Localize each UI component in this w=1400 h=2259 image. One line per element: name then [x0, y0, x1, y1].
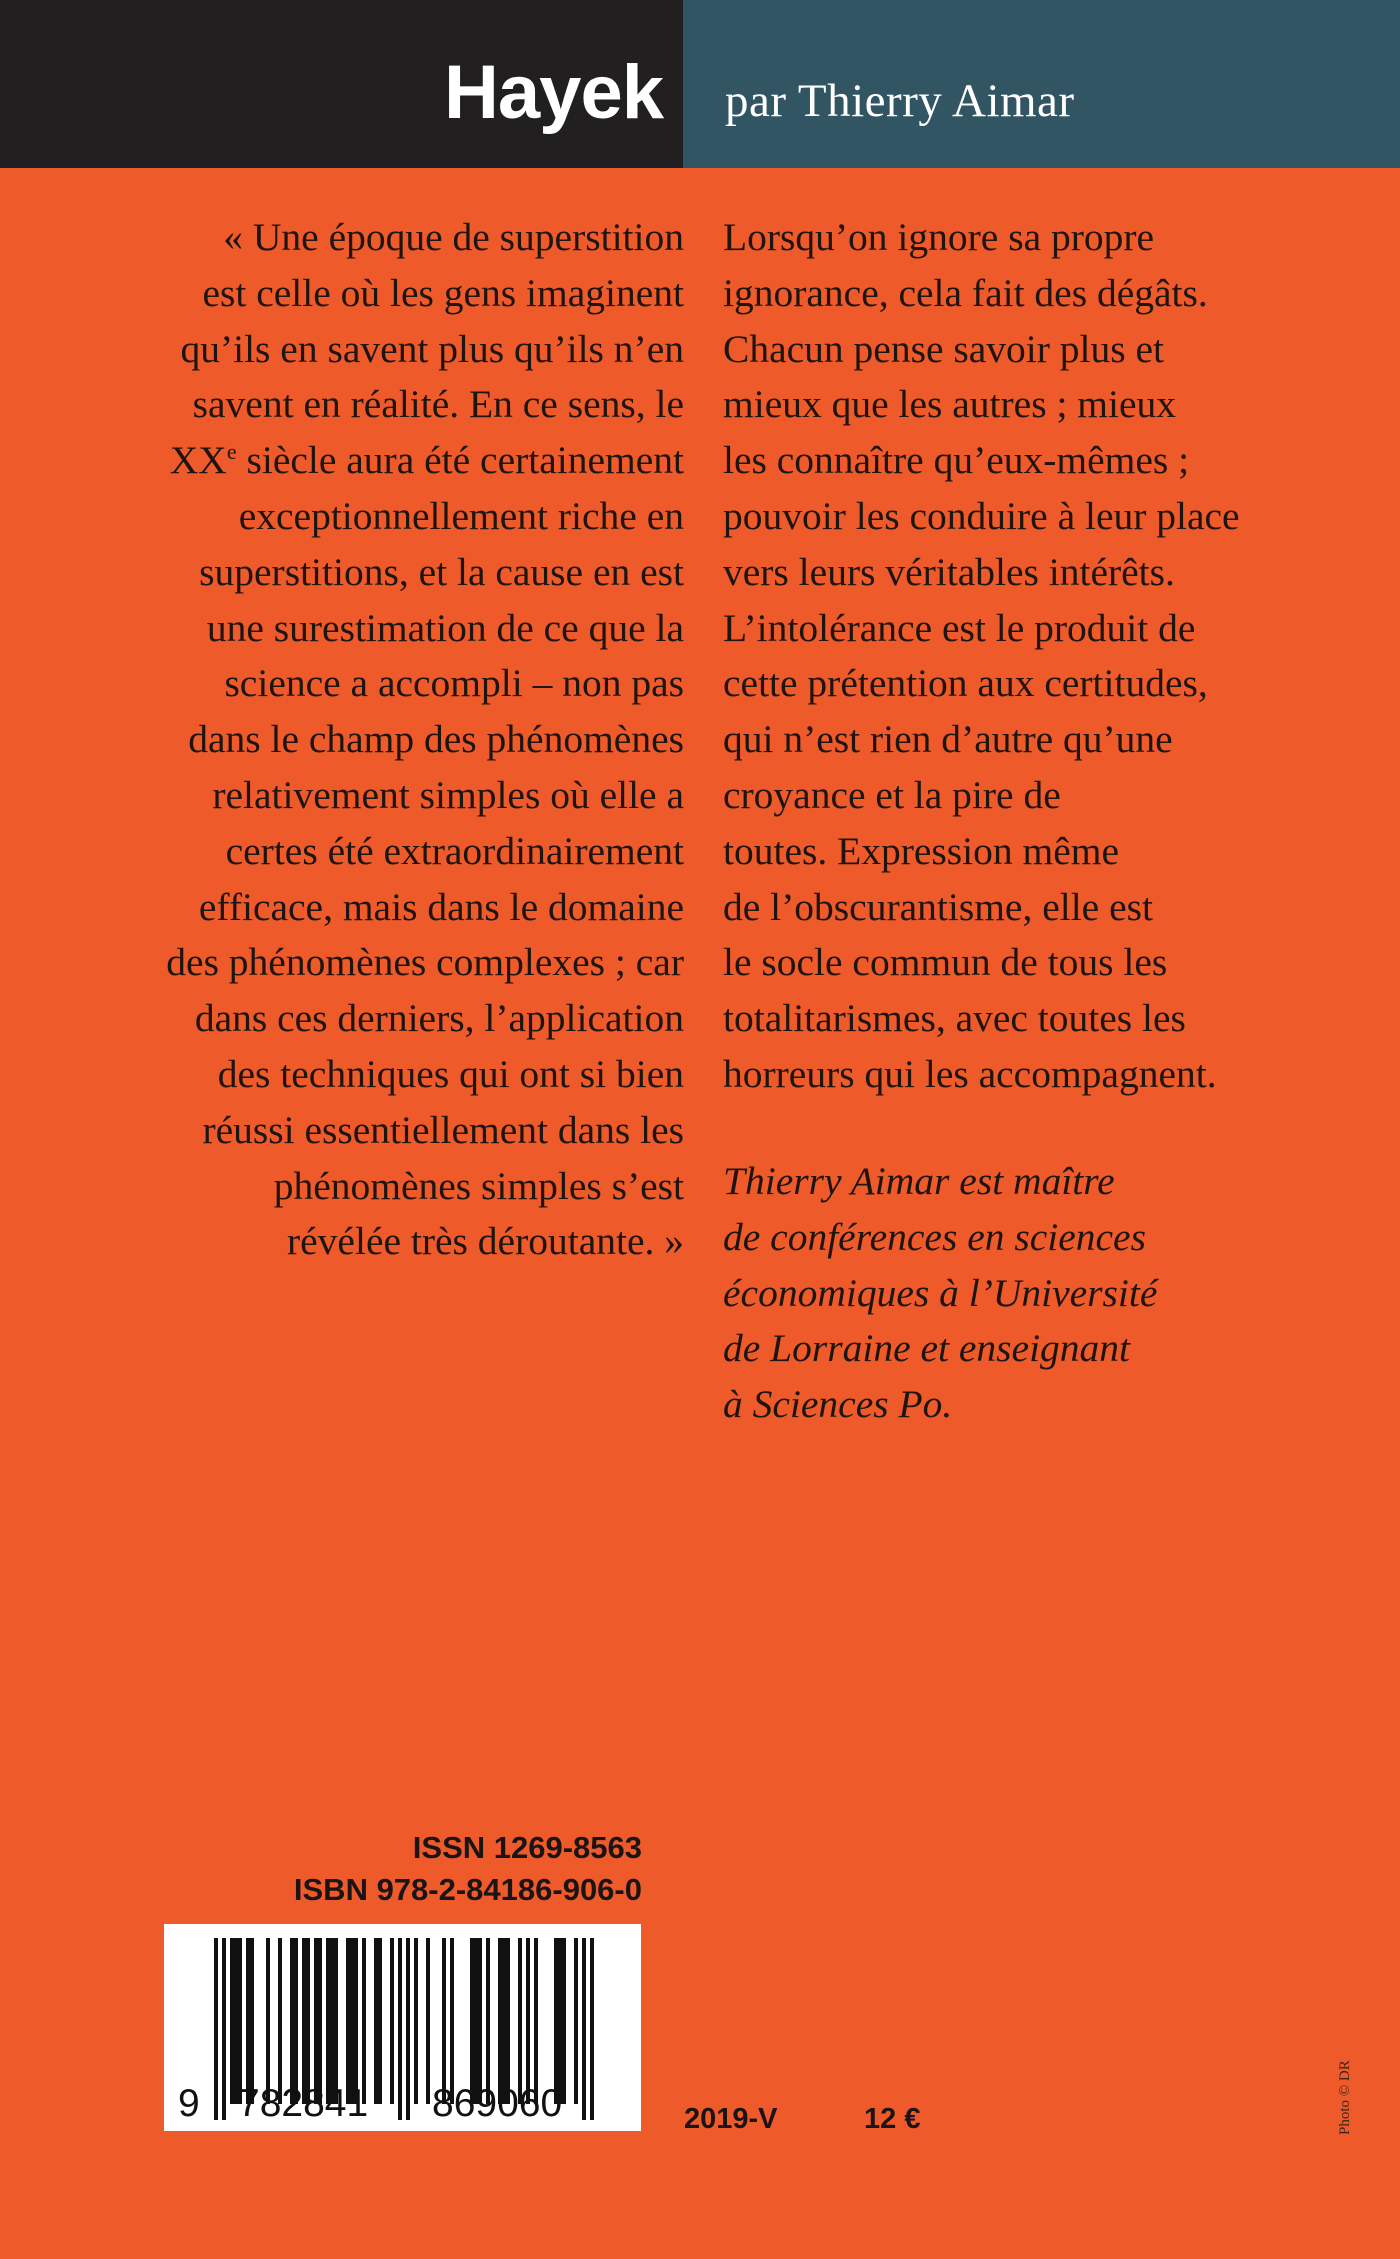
barcode-bar — [250, 1938, 254, 2104]
barcode-bar — [374, 1938, 378, 2104]
isbn-barcode — [164, 1924, 641, 2131]
barcode-bar — [554, 1938, 558, 2104]
barcode-bar — [518, 1938, 522, 2104]
barcode-bar — [246, 1938, 250, 2104]
barcode-bar — [334, 1938, 338, 2104]
author-bio: Thierry Aimar est maître de conférences en sciences économiques à l’Université de Lorraine et enseignant à Sciences Po. — [723, 1159, 1158, 1427]
barcode-bar — [474, 1938, 478, 2104]
book-title: Hayek — [444, 50, 663, 135]
barcode-bar — [346, 1938, 350, 2104]
barcode-bar — [290, 1938, 294, 2104]
price: 12 € — [864, 2103, 921, 2135]
barcode-bar — [354, 1938, 358, 2104]
barcode-bar — [350, 1938, 354, 2104]
barcode-bar — [574, 1938, 578, 2104]
barcode-bar — [330, 1938, 334, 2104]
issn-number: ISSN 1269-8563 — [412, 1830, 642, 1865]
isbn-number: ISBN 978-2-84186-906-0 — [293, 1872, 642, 1907]
barcode-bar — [362, 1938, 366, 2104]
barcode-bar — [414, 1938, 418, 2104]
barcode-bar — [426, 1938, 430, 2104]
barcode-bar — [450, 1938, 454, 2104]
barcode-bar — [442, 1938, 446, 2104]
barcode-bar — [502, 1938, 506, 2104]
header-title-panel — [0, 0, 683, 168]
barcode-bar — [486, 1938, 490, 2104]
barcode-bar — [526, 1938, 530, 2104]
barcode-bar — [478, 1938, 482, 2104]
barcode-bar — [470, 1938, 474, 2104]
barcode-bar — [534, 1938, 538, 2104]
barcode-bar — [506, 1938, 510, 2104]
barcode-bar — [238, 1938, 242, 2104]
barcode-right-group: 869060 — [432, 2082, 563, 2125]
barcode-bar — [390, 1938, 394, 2104]
barcode-digits — [164, 2082, 641, 2126]
barcode-bar — [318, 1938, 322, 2104]
barcode-bar — [294, 1938, 298, 2104]
barcode-bar — [234, 1938, 238, 2104]
barcode-bar — [498, 1938, 502, 2104]
barcode-bar — [558, 1938, 562, 2104]
barcode-bar — [378, 1938, 382, 2104]
barcode-first-digit: 9 — [178, 2082, 200, 2125]
hayek-quote: « Une époque de superstition est celle où les gens imaginent qu’ils en savent plus qu’ils n’en savent en réalité. En ce sens, le XXe siècle aura été certainement exceptionnellement riche en superstitions, et la cause en est une surestimation de ce que la science a accompli – non pas dans le champ des phénomènes relativement simples où elle a certes été extraordinairement efficace, mais dans le domaine des phénomènes complexes ; car dans ces derniers, l’application des techniques qui ont si bien réussi essentiellement dans les phénomènes simples s’est révélée très déroutante. » — [166, 215, 684, 1264]
header-author-panel — [683, 0, 1400, 168]
barcode-bar — [266, 1938, 270, 2104]
barcode-bar — [314, 1938, 318, 2104]
barcode-bar — [302, 1938, 306, 2104]
barcode-bar — [562, 1938, 566, 2104]
barcode-bar — [306, 1938, 310, 2104]
barcode-bar — [230, 1938, 234, 2104]
barcode-bar — [326, 1938, 330, 2104]
photo-credit: Photo © DR — [1337, 2060, 1353, 2135]
barcode-bar — [278, 1938, 282, 2104]
book-author: par Thierry Aimar — [725, 75, 1075, 127]
barcode-left-group: 782841 — [238, 2082, 369, 2125]
edition-code: 2019-V — [684, 2103, 778, 2135]
back-cover-text: Lorsqu’on ignore sa propre ignorance, cela fait des dégâts. Chacun pense savoir plus et mieux que les autres ; mieux les connaître qu’eux-mêmes ; pouvoir les conduire à leur place vers leurs véritables intérêts. L’intolérance est le produit de cette prétention aux certitudes, qui n’est rien d’autre qu’une croyance et la pire de toutes. Expression même de l’obscurantisme, elle est le socle commun de tous les totalitarismes, avec toutes les horreurs qui les accompagnent. — [723, 215, 1240, 1096]
